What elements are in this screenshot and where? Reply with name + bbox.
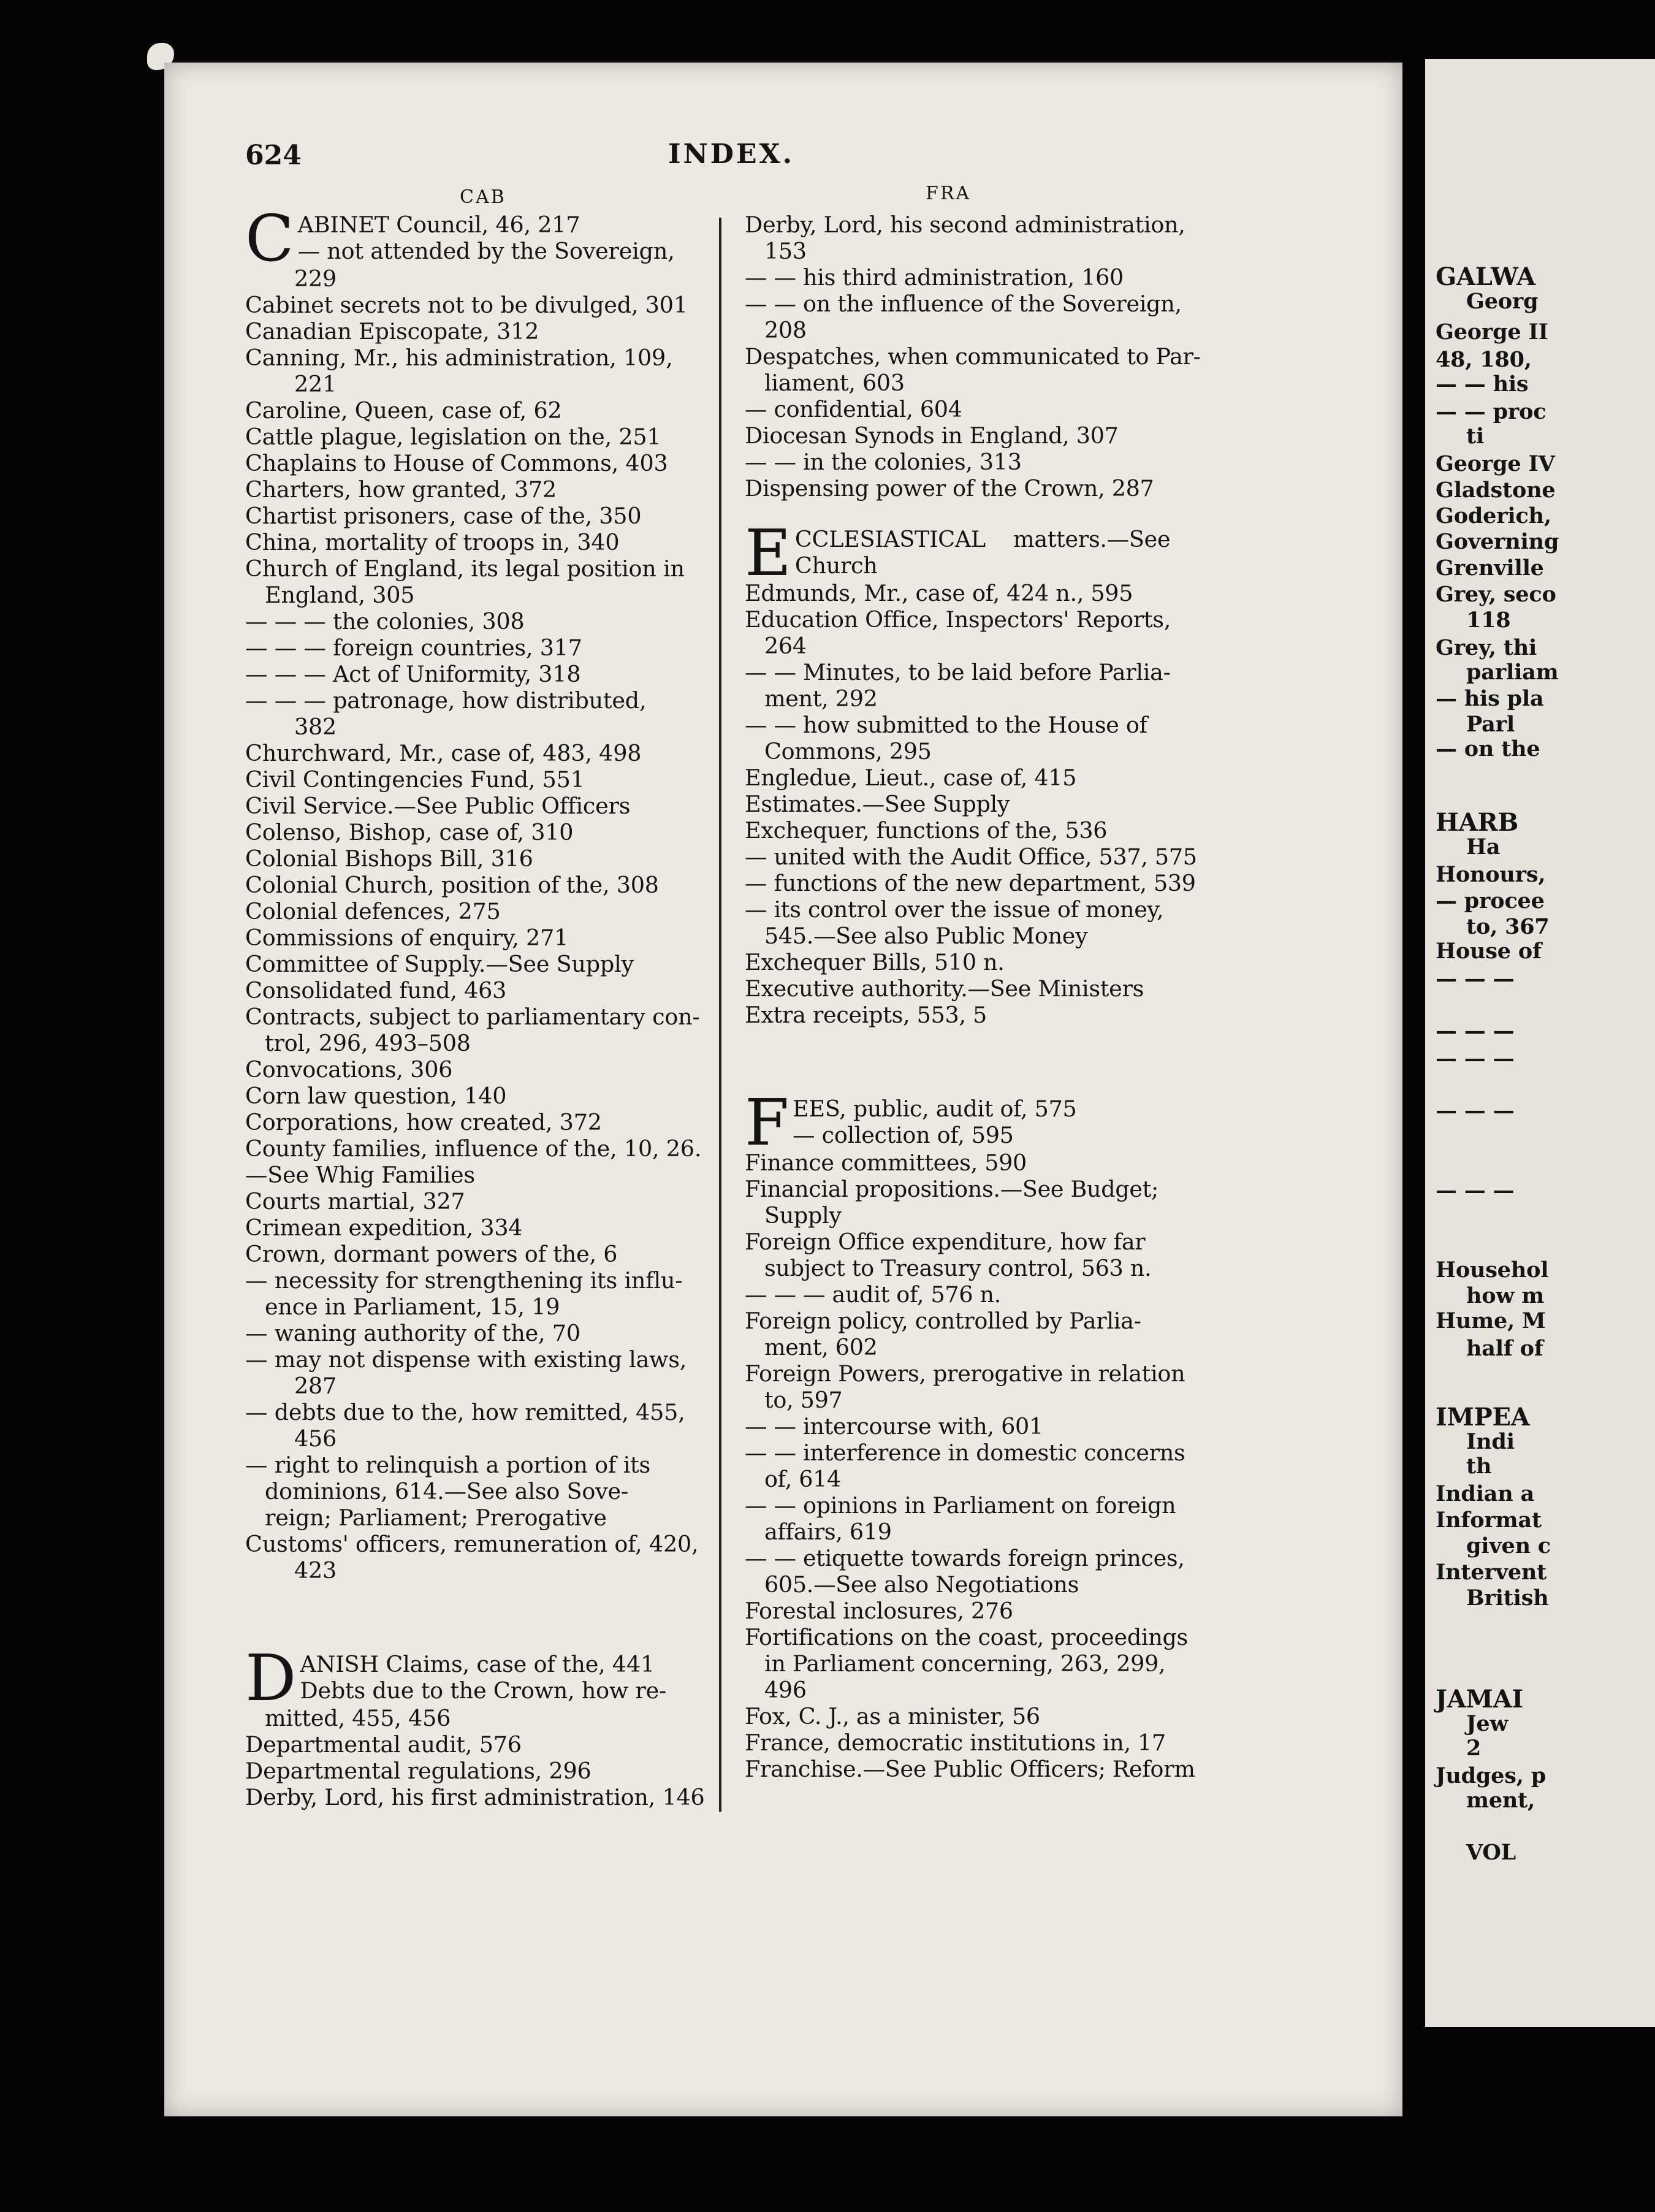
index-entry-line: Foreign policy, controlled by Parlia- bbox=[745, 1308, 1141, 1334]
index-entry-line: Education Office, Inspectors' Reports, bbox=[745, 606, 1171, 633]
index-entry-line: Supply bbox=[764, 1202, 842, 1229]
index-entry-line: Chartist prisoners, case of the, 350 bbox=[245, 503, 642, 529]
index-entry-line: Fortifications on the coast, proceedings bbox=[745, 1624, 1188, 1650]
index-entry-line: — debts due to the, how remitted, 455, bbox=[245, 1399, 685, 1425]
adjacent-page-line: th bbox=[1466, 1454, 1492, 1479]
index-entry-line: 153 bbox=[764, 238, 807, 264]
index-entry-line: Cattle plague, legislation on the, 251 bbox=[245, 424, 661, 450]
index-entry-line: Commissions of enquiry, 271 bbox=[245, 925, 569, 951]
index-entry-line: Financial propositions.—See Budget; bbox=[745, 1176, 1159, 1202]
index-entry-line: —See Whig Families bbox=[245, 1162, 475, 1188]
adjacent-page-line: — — — bbox=[1436, 966, 1515, 991]
index-entry-line: Despatches, when communicated to Par- bbox=[745, 343, 1201, 370]
adjacent-page-text bbox=[1429, 0, 1655, 2023]
index-entry-line: ANISH Claims, case of the, 441 bbox=[300, 1651, 655, 1677]
index-entry-line: 287 bbox=[294, 1373, 337, 1399]
index-entry-line: Foreign Office expenditure, how far bbox=[745, 1229, 1146, 1255]
index-entry-line: ence in Parliament, 15, 19 bbox=[265, 1294, 560, 1320]
index-entry-line: EES, public, audit of, 575 bbox=[793, 1096, 1077, 1122]
index-entry-line: 605.—See also Negotiations bbox=[764, 1571, 1079, 1598]
adjacent-page-line: Georg bbox=[1466, 289, 1539, 314]
letter-section-start bbox=[245, 201, 711, 276]
letter-section-gap bbox=[745, 1028, 1220, 1096]
index-entry-line: Departmental regulations, 296 bbox=[245, 1758, 592, 1784]
letter-section-start bbox=[245, 1641, 711, 1715]
page-number: 624 bbox=[245, 140, 302, 171]
entry-block bbox=[745, 580, 1220, 1028]
index-entry-line: Civil Service.—See Public Officers bbox=[245, 793, 631, 819]
index-entry-line: Debts due to the Crown, how re- bbox=[300, 1677, 667, 1704]
index-entry-line: mitted, 455, 456 bbox=[265, 1705, 451, 1731]
entry-block bbox=[745, 212, 1220, 502]
index-entry-line: — — — the colonies, 308 bbox=[245, 608, 525, 635]
index-entry-line: Foreign Powers, prerogative in relation bbox=[745, 1360, 1185, 1387]
index-entry-line: ment, 602 bbox=[764, 1334, 878, 1360]
entry-block bbox=[745, 1150, 1220, 1782]
index-entry-line: Estimates.—See Supply bbox=[745, 791, 1010, 817]
entry-block bbox=[245, 1705, 711, 1810]
index-entry-line: Finance committees, 590 bbox=[745, 1150, 1027, 1176]
letter-section-start bbox=[745, 516, 1220, 590]
index-entry-line: Canning, Mr., his administration, 109, bbox=[245, 345, 673, 371]
index-entry-line: — united with the Audit Office, 537, 575 bbox=[745, 844, 1197, 870]
index-entry-line: Committee of Supply.—See Supply bbox=[245, 951, 634, 977]
index-entry-line: Franchise.—See Public Officers; Reform bbox=[745, 1756, 1195, 1782]
index-entry-line: Exchequer, functions of the, 536 bbox=[745, 817, 1108, 844]
adjacent-page-line: Goderich, bbox=[1436, 503, 1551, 528]
index-entry-line: Convocations, 306 bbox=[245, 1056, 453, 1083]
letter-section-start bbox=[745, 1085, 1220, 1160]
adjacent-page-line: Informat bbox=[1436, 1508, 1542, 1533]
index-entry-line: affairs, 619 bbox=[764, 1519, 892, 1545]
index-entry-line: Derby, Lord, his second administration, bbox=[745, 212, 1185, 238]
adjacent-page-line: Grenville bbox=[1436, 555, 1544, 581]
adjacent-page-line: British bbox=[1466, 1585, 1549, 1611]
index-entry-line: 264 bbox=[764, 633, 807, 659]
index-entry-line: Churchward, Mr., case of, 483, 498 bbox=[245, 740, 642, 766]
adjacent-page-line: — procee bbox=[1436, 888, 1545, 913]
index-entry-line: Colenso, Bishop, case of, 310 bbox=[245, 819, 574, 845]
index-entry-line: Crimean expedition, 334 bbox=[245, 1215, 523, 1241]
index-entry-line: — — etiquette towards foreign princes, bbox=[745, 1545, 1185, 1571]
index-entry-line: subject to Treasury control, 563 n. bbox=[764, 1255, 1152, 1281]
index-entry-line: — collection of, 595 bbox=[793, 1122, 1014, 1148]
index-entry-line: 208 bbox=[764, 317, 807, 343]
index-entry-line: Church bbox=[794, 552, 878, 579]
index-entry-line: ABINET Council, 46, 217 bbox=[297, 212, 580, 238]
adjacent-page-line: Hume, M bbox=[1436, 1308, 1546, 1333]
index-entry-line: 382 bbox=[294, 714, 337, 740]
index-entry-line: Colonial Church, position of the, 308 bbox=[245, 872, 659, 898]
index-entry-line: Engledue, Lieut., case of, 415 bbox=[745, 765, 1077, 791]
index-entry-line: Charters, how granted, 372 bbox=[245, 476, 557, 503]
index-entry-line: — waning authority of the, 70 bbox=[245, 1320, 580, 1346]
index-entry-line: Extra receipts, 553, 5 bbox=[745, 1002, 987, 1028]
index-entry-line: Consolidated fund, 463 bbox=[245, 977, 507, 1004]
adjacent-page-line: Househol bbox=[1436, 1257, 1549, 1283]
adjacent-page-line: 118 bbox=[1466, 608, 1511, 633]
letter-section-gap bbox=[245, 1584, 711, 1651]
left-index-column bbox=[245, 201, 711, 1810]
index-entry-line: Executive authority.—See Ministers bbox=[745, 975, 1144, 1002]
index-entry-line: CCLESIASTICAL matters.—See bbox=[794, 526, 1171, 552]
adjacent-page-line: IMPEA bbox=[1436, 1403, 1530, 1432]
adjacent-page-line: — — — bbox=[1436, 1018, 1515, 1043]
index-entry-line: — confidential, 604 bbox=[745, 396, 962, 422]
index-entry-line: Derby, Lord, his first administration, 146 bbox=[245, 1784, 705, 1810]
index-entry-line: 229 bbox=[294, 265, 337, 292]
adjacent-page-line: Indian a bbox=[1436, 1481, 1534, 1506]
adjacent-page-line: Ha bbox=[1466, 834, 1501, 860]
index-entry-line: 221 bbox=[294, 371, 337, 397]
adjacent-page-line: — — — bbox=[1436, 1046, 1515, 1071]
adjacent-page-line: Governing bbox=[1436, 529, 1559, 554]
index-entry-line: Dispensing power of the Crown, 287 bbox=[745, 475, 1154, 502]
index-entry-line: — — in the colonies, 313 bbox=[745, 449, 1022, 475]
index-entry-line: Cabinet secrets not to be divulged, 301 bbox=[245, 292, 688, 318]
adjacent-page-line: HARB bbox=[1436, 808, 1519, 837]
adjacent-page-line: ti bbox=[1466, 424, 1485, 449]
index-entry-line: 496 bbox=[764, 1677, 807, 1703]
adjacent-page-line: half of bbox=[1466, 1336, 1543, 1361]
index-entry-line: — — his third administration, 160 bbox=[745, 264, 1124, 291]
drop-cap-initial: D bbox=[245, 1641, 297, 1715]
index-entry-line: — right to relinquish a portion of its bbox=[245, 1452, 651, 1478]
adjacent-page-line: Intervent bbox=[1436, 1560, 1547, 1585]
index-entry-line: liament, 603 bbox=[764, 370, 905, 396]
adjacent-page-line: VOL bbox=[1466, 1840, 1516, 1865]
index-entry-line: — its control over the issue of money, bbox=[745, 896, 1164, 923]
drop-cap-initial: F bbox=[745, 1085, 789, 1160]
column-divider bbox=[719, 218, 721, 1812]
adjacent-page-line: given c bbox=[1466, 1533, 1551, 1558]
index-entry-line: 456 bbox=[294, 1425, 337, 1452]
index-entry-line: Corporations, how created, 372 bbox=[245, 1109, 602, 1135]
adjacent-page-line: — his pla bbox=[1436, 686, 1544, 711]
index-entry-line: — — intercourse with, 601 bbox=[745, 1413, 1043, 1440]
adjacent-page-line: — — his bbox=[1436, 372, 1529, 397]
index-entry-line: Edmunds, Mr., case of, 424 n., 595 bbox=[745, 580, 1133, 606]
index-entry-line: 423 bbox=[294, 1557, 337, 1584]
adjacent-page-line: Jew bbox=[1466, 1711, 1509, 1736]
index-entry-line: Colonial defences, 275 bbox=[245, 898, 501, 925]
index-entry-line: — — on the influence of the Sovereign, bbox=[745, 291, 1182, 317]
index-entry-line: Exchequer Bills, 510 n. bbox=[745, 949, 1005, 975]
index-entry-line: — necessity for strengthening its influ- bbox=[245, 1267, 683, 1294]
page-title: INDEX. bbox=[668, 139, 794, 170]
index-entry-line: of, 614 bbox=[764, 1466, 841, 1492]
index-entry-line: — functions of the new department, 539 bbox=[745, 870, 1196, 896]
adjacent-page-line: — — proc bbox=[1436, 399, 1547, 424]
index-entry-line: — — — foreign countries, 317 bbox=[245, 635, 582, 661]
adjacent-page-line: ment, bbox=[1466, 1788, 1535, 1813]
index-entry-line: — — — Act of Uniformity, 318 bbox=[245, 661, 581, 687]
index-entry-line: County families, influence of the, 10, 26. bbox=[245, 1135, 702, 1162]
adjacent-page-line: George II bbox=[1436, 319, 1548, 345]
adjacent-page-line: 2 bbox=[1466, 1736, 1482, 1761]
index-entry-line: Contracts, subject to parliamentary con- bbox=[245, 1004, 700, 1030]
adjacent-page-line: Judges, p bbox=[1436, 1763, 1546, 1788]
adjacent-page-line: Grey, seco bbox=[1436, 582, 1556, 607]
letter-section-gap bbox=[745, 502, 1220, 526]
right-index-column bbox=[745, 212, 1220, 1782]
adjacent-page-line: Parl bbox=[1466, 712, 1515, 737]
index-entry-line: Forestal inclosures, 276 bbox=[745, 1598, 1013, 1624]
index-entry-line: — not attended by the Sovereign, bbox=[297, 238, 675, 264]
index-entry-line: Chaplains to House of Commons, 403 bbox=[245, 450, 668, 476]
index-entry-line: — — how submitted to the House of bbox=[745, 712, 1147, 738]
index-entry-line: England, 305 bbox=[265, 582, 415, 608]
adjacent-page-line: George IV bbox=[1436, 451, 1555, 476]
adjacent-page-line: GALWA bbox=[1436, 262, 1536, 291]
drop-cap-initial: C bbox=[245, 201, 294, 276]
index-entry-line: Customs' officers, remuneration of, 420, bbox=[245, 1531, 699, 1557]
index-entry-line: — — — patronage, how distributed, bbox=[245, 687, 647, 714]
left-guide-word: CAB bbox=[460, 186, 506, 208]
adjacent-page-line: Honours, bbox=[1436, 862, 1546, 887]
adjacent-page-line: JAMAI bbox=[1436, 1685, 1523, 1714]
index-entry-line: dominions, 614.—See also Sove- bbox=[265, 1478, 629, 1505]
index-entry-line: Colonial Bishops Bill, 316 bbox=[245, 845, 533, 872]
index-entry-line: France, democratic institutions in, 17 bbox=[745, 1730, 1166, 1756]
adjacent-page-line: — — — bbox=[1436, 1098, 1515, 1123]
adjacent-page-line: Grey, thi bbox=[1436, 635, 1537, 660]
index-entry-line: trol, 296, 493–508 bbox=[265, 1030, 471, 1056]
index-entry-line: — — — audit of, 576 n. bbox=[745, 1281, 1002, 1308]
adjacent-page-line: Gladstone bbox=[1436, 478, 1556, 503]
index-entry-line: — — Minutes, to be laid before Parlia- bbox=[745, 659, 1171, 685]
adjacent-page-line: Indi bbox=[1466, 1429, 1515, 1454]
adjacent-page-line: 48, 180, bbox=[1436, 347, 1532, 372]
index-entry-line: to, 597 bbox=[764, 1387, 843, 1413]
adjacent-page-line: — on the bbox=[1436, 736, 1540, 761]
index-entry-line: China, mortality of troops in, 340 bbox=[245, 529, 620, 555]
index-entry-line: Departmental audit, 576 bbox=[245, 1731, 522, 1758]
index-entry-line: Church of England, its legal position in bbox=[245, 555, 685, 582]
adjacent-page-line: House of bbox=[1436, 939, 1542, 964]
index-entry-line: Diocesan Synods in England, 307 bbox=[745, 422, 1119, 449]
index-entry-line: — may not dispense with existing laws, bbox=[245, 1346, 687, 1373]
index-entry-line: reign; Parliament; Prerogative bbox=[265, 1505, 607, 1531]
index-entry-line: Fox, C. J., as a minister, 56 bbox=[745, 1703, 1040, 1730]
index-entry-line: Canadian Episcopate, 312 bbox=[245, 318, 539, 345]
entry-block bbox=[245, 265, 711, 1584]
index-entry-line: — — interference in domestic concerns bbox=[745, 1440, 1185, 1466]
index-entry-line: Courts martial, 327 bbox=[245, 1188, 465, 1215]
index-entry-line: Caroline, Queen, case of, 62 bbox=[245, 397, 562, 424]
right-guide-word: FRA bbox=[926, 183, 972, 204]
adjacent-page-line: parliam bbox=[1466, 660, 1559, 685]
index-entry-line: ment, 292 bbox=[764, 685, 878, 712]
adjacent-page-line: how m bbox=[1466, 1283, 1545, 1308]
adjacent-page-line: to, 367 bbox=[1466, 914, 1550, 939]
drop-cap-initial: E bbox=[745, 516, 791, 590]
index-entry-line: Corn law question, 140 bbox=[245, 1083, 507, 1109]
index-entry-line: Crown, dormant powers of the, 6 bbox=[245, 1241, 618, 1267]
index-entry-line: in Parliament concerning, 263, 299, bbox=[764, 1650, 1166, 1677]
index-entry-line: Commons, 295 bbox=[764, 738, 932, 765]
adjacent-page-line: — — — bbox=[1436, 1178, 1515, 1203]
index-entry-line: 545.—See also Public Money bbox=[764, 923, 1088, 949]
index-entry-line: — — opinions in Parliament on foreign bbox=[745, 1492, 1176, 1519]
index-entry-line: Civil Contingencies Fund, 551 bbox=[245, 766, 585, 793]
